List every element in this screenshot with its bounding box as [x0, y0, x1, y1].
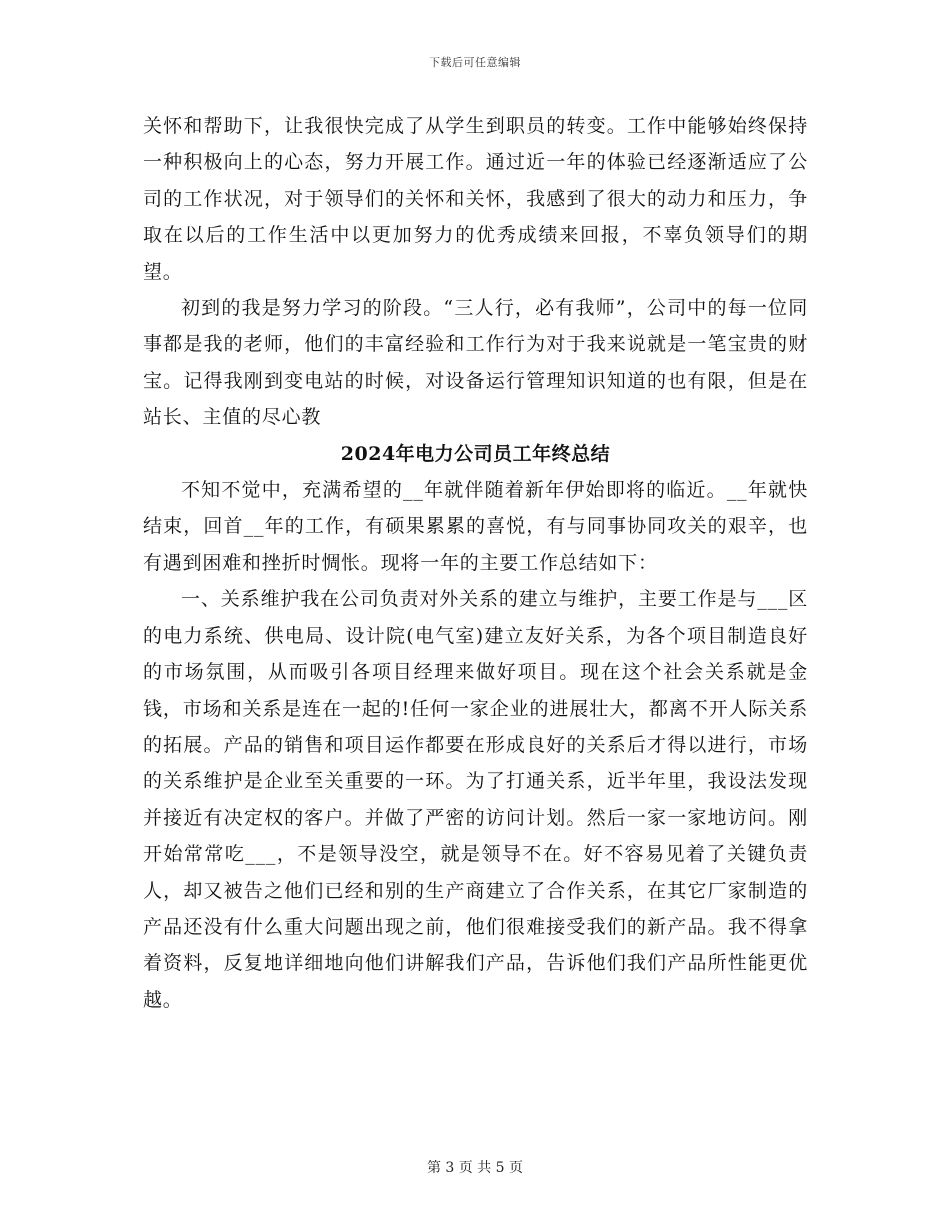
document-title: 2024年电力公司员工年终总结: [340, 442, 611, 465]
paragraph-learning: 初到的我是努力学习的阶段。“三人行，必有我师”，公司中的每一位同事都是我的老师，他们的丰富经验和工作行为对于我来说就是一笔宝贵的财宝。记得我刚到变电站的时候，对设备运行管理知识知道的也有限，但是在站长、主值的尽心教: [143, 297, 808, 429]
paragraph-intro: 不知不觉中，充满希望的__年就伴随着新年伊始即将的临近。__年就快结束，回首__年的工作，有硕果累累的喜悦，有与同事协同攻关的艰辛，也有遇到困难和挫折时惆怅。现将一年的主要工作总结如下：: [143, 479, 808, 574]
page-indicator: 第 3 页 共 5 页: [426, 1160, 524, 1176]
document-body: [143, 108, 808, 1018]
paragraph-continued: 关怀和帮助下，让我很快完成了从学生到职员的转变。工作中能够始终保持一种积极向上的心态，努力开展工作。通过近一年的体验已经逐渐适应了公司的工作状况，对于领导们的关怀和关怀，我感到了很大的动力和压力，争取在以后的工作生活中以更加努力的优秀成绩来回报，不辜负领导们的期望。: [143, 115, 808, 283]
header-note: 下载后可任意编辑: [429, 56, 521, 69]
paragraph-relations: 一、关系维护我在公司负责对外关系的建立与维护，主要工作是与___区的电力系统、供电局、设计院(电气室)建立友好关系，为各个项目制造良好的市场氛围，从而吸引各项目经理来做好项目。现在这个社会关系就是金钱，市场和关系是连在一起的!任何一家企业的进展壮大，都离不开人际关系的拓展。产品的销售和项目运作都要在形成良好的关系后才得以进行，市场的关系维护是企业至关重要的一环。为了打通关系，近半年里，我设法发现并接近有决定权的客户。并做了严密的访问计划。然后一家一家地访问。刚开始常常吃___，不是领导没空，就是领导不在。好不容易见着了关键负责人，却又被告之他们已经和别的生产商建立了合作关系，在其它厂家制造的产品还没有什么重大问题出现之前，他们很难接受我们的新产品。我不得拿着资料，反复地详细地向他们讲解我们产品，告诉他们我们产品所性能更优越。: [143, 588, 808, 1011]
